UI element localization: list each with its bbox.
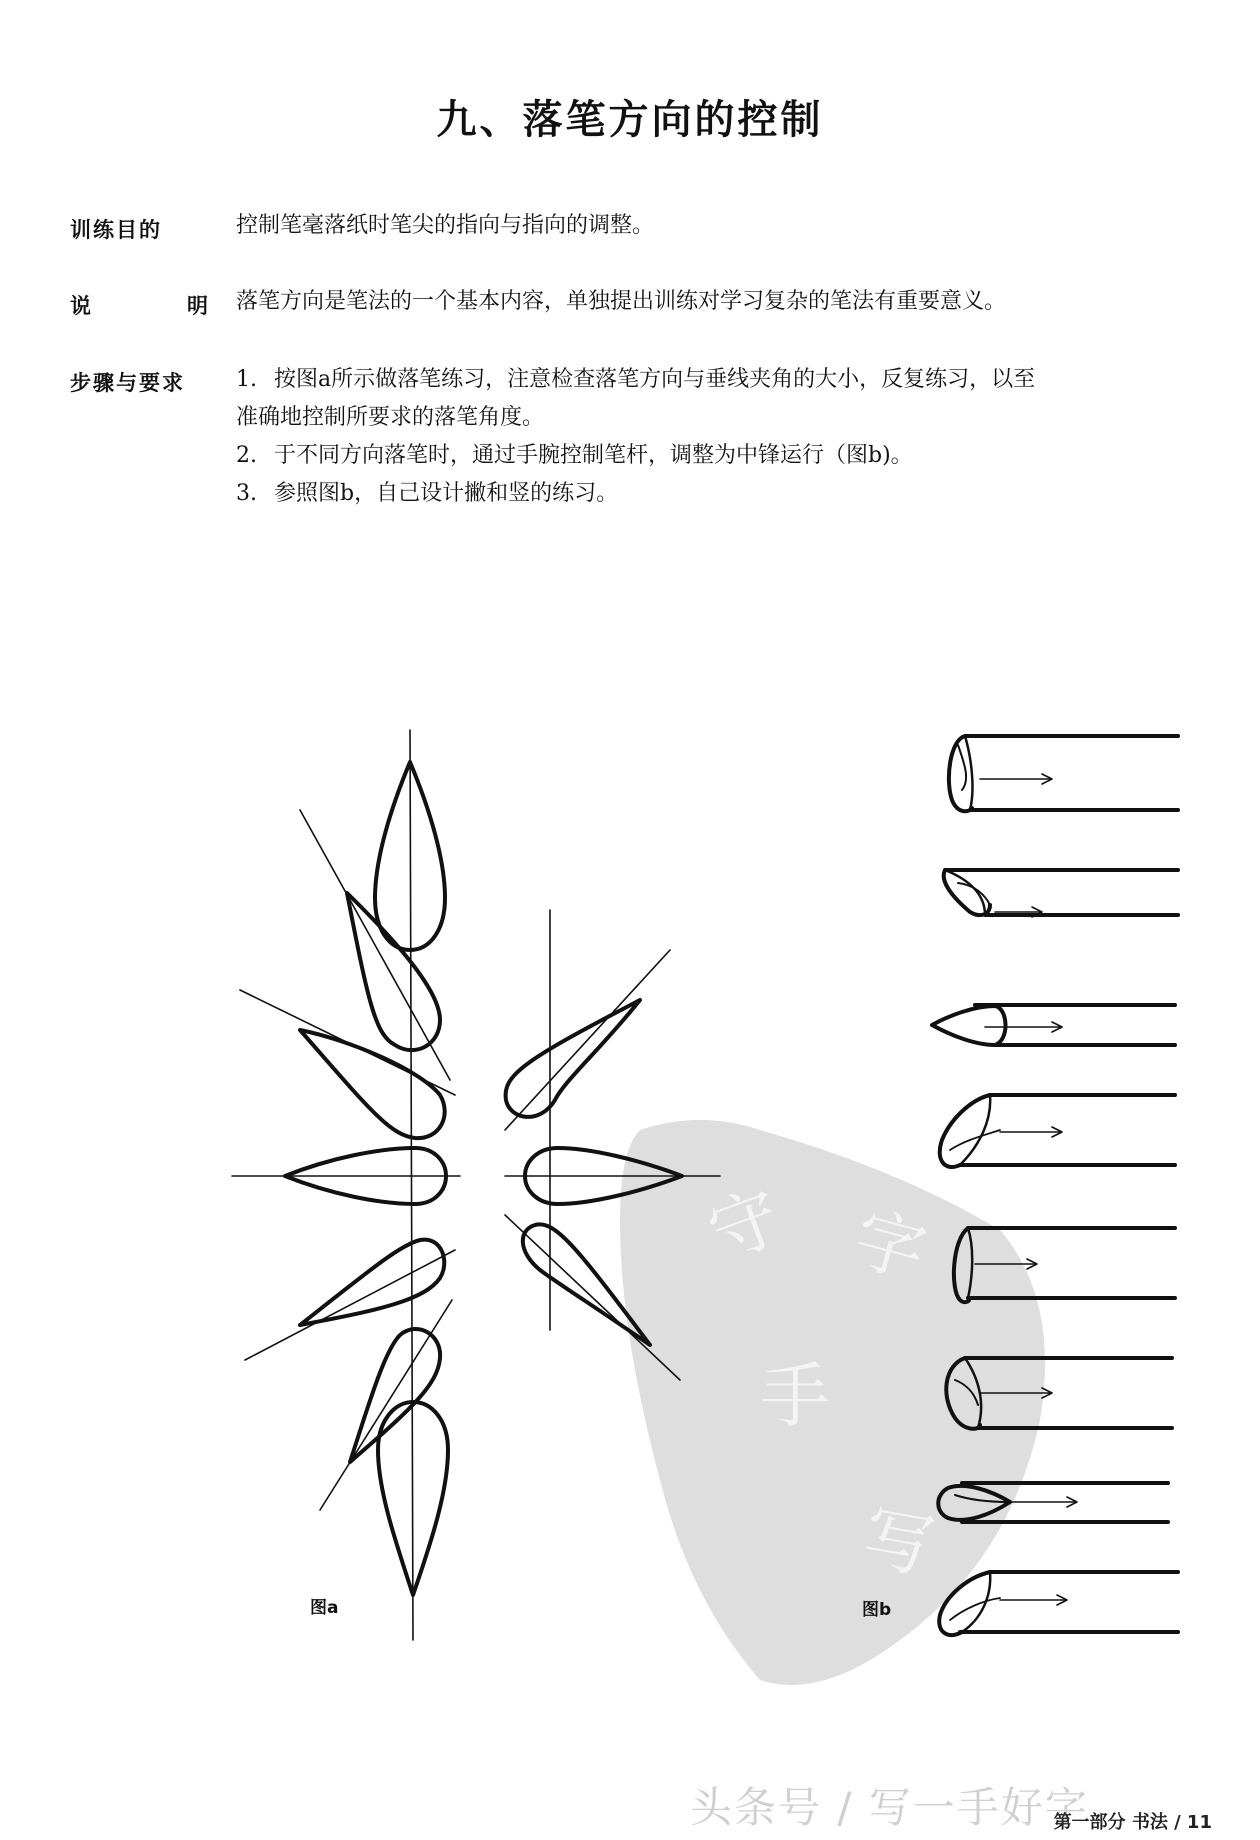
brush-4: [940, 1095, 1175, 1167]
steps-label: 步骤与要求: [70, 371, 185, 395]
brush-7: [938, 1483, 1168, 1522]
step-3-text: 参照图b，自己设计撇和竖的练习。: [274, 481, 619, 506]
purpose-label: 训练目的: [70, 218, 162, 242]
explain-label-a: 说: [70, 294, 91, 318]
figure-a-label: 图a: [310, 1598, 339, 1618]
brush-8: [939, 1572, 1178, 1635]
brush-2: [944, 870, 1178, 917]
page-title: 九、落笔方向的控制: [436, 97, 824, 143]
figure-b-label: 图b: [862, 1600, 892, 1620]
brush-6: [946, 1358, 1172, 1429]
svg-text:守: 守: [697, 1174, 792, 1276]
brush-3: [932, 1005, 1175, 1045]
step-2-number: 2.: [236, 443, 257, 468]
step-1-text: 按图a所示做落笔练习，注意检查落笔方向与垂线夹角的大小，反复练习，以至: [274, 367, 1036, 392]
svg-text:写: 写: [857, 1495, 941, 1589]
svg-text:手: 手: [760, 1355, 830, 1437]
svg-text:字: 字: [845, 1197, 935, 1295]
purpose-text: 控制笔毫落纸时笔尖的指向与指向的调整。: [236, 213, 655, 238]
step-2-text: 于不同方向落笔时，通过手腕控制笔杆，调整为中锋运行（图b)。: [274, 443, 913, 468]
brush-1: [949, 736, 1178, 811]
explain-text: 落笔方向是笔法的一个基本内容，单独提出训练对学习复杂的笔法有重要意义。: [236, 289, 1007, 314]
page-footer: 第一部分 书法 / 11: [1053, 1812, 1212, 1833]
step-3-number: 3.: [236, 481, 257, 506]
step-1-number: 1.: [236, 367, 257, 392]
watermark-text: 头条号 / 写一手好字: [690, 1783, 1089, 1832]
brush-5: [954, 1228, 1175, 1302]
explain-label-b: 明: [187, 294, 208, 318]
step-1-continuation: 准确地控制所要求的落笔角度。: [236, 405, 545, 430]
